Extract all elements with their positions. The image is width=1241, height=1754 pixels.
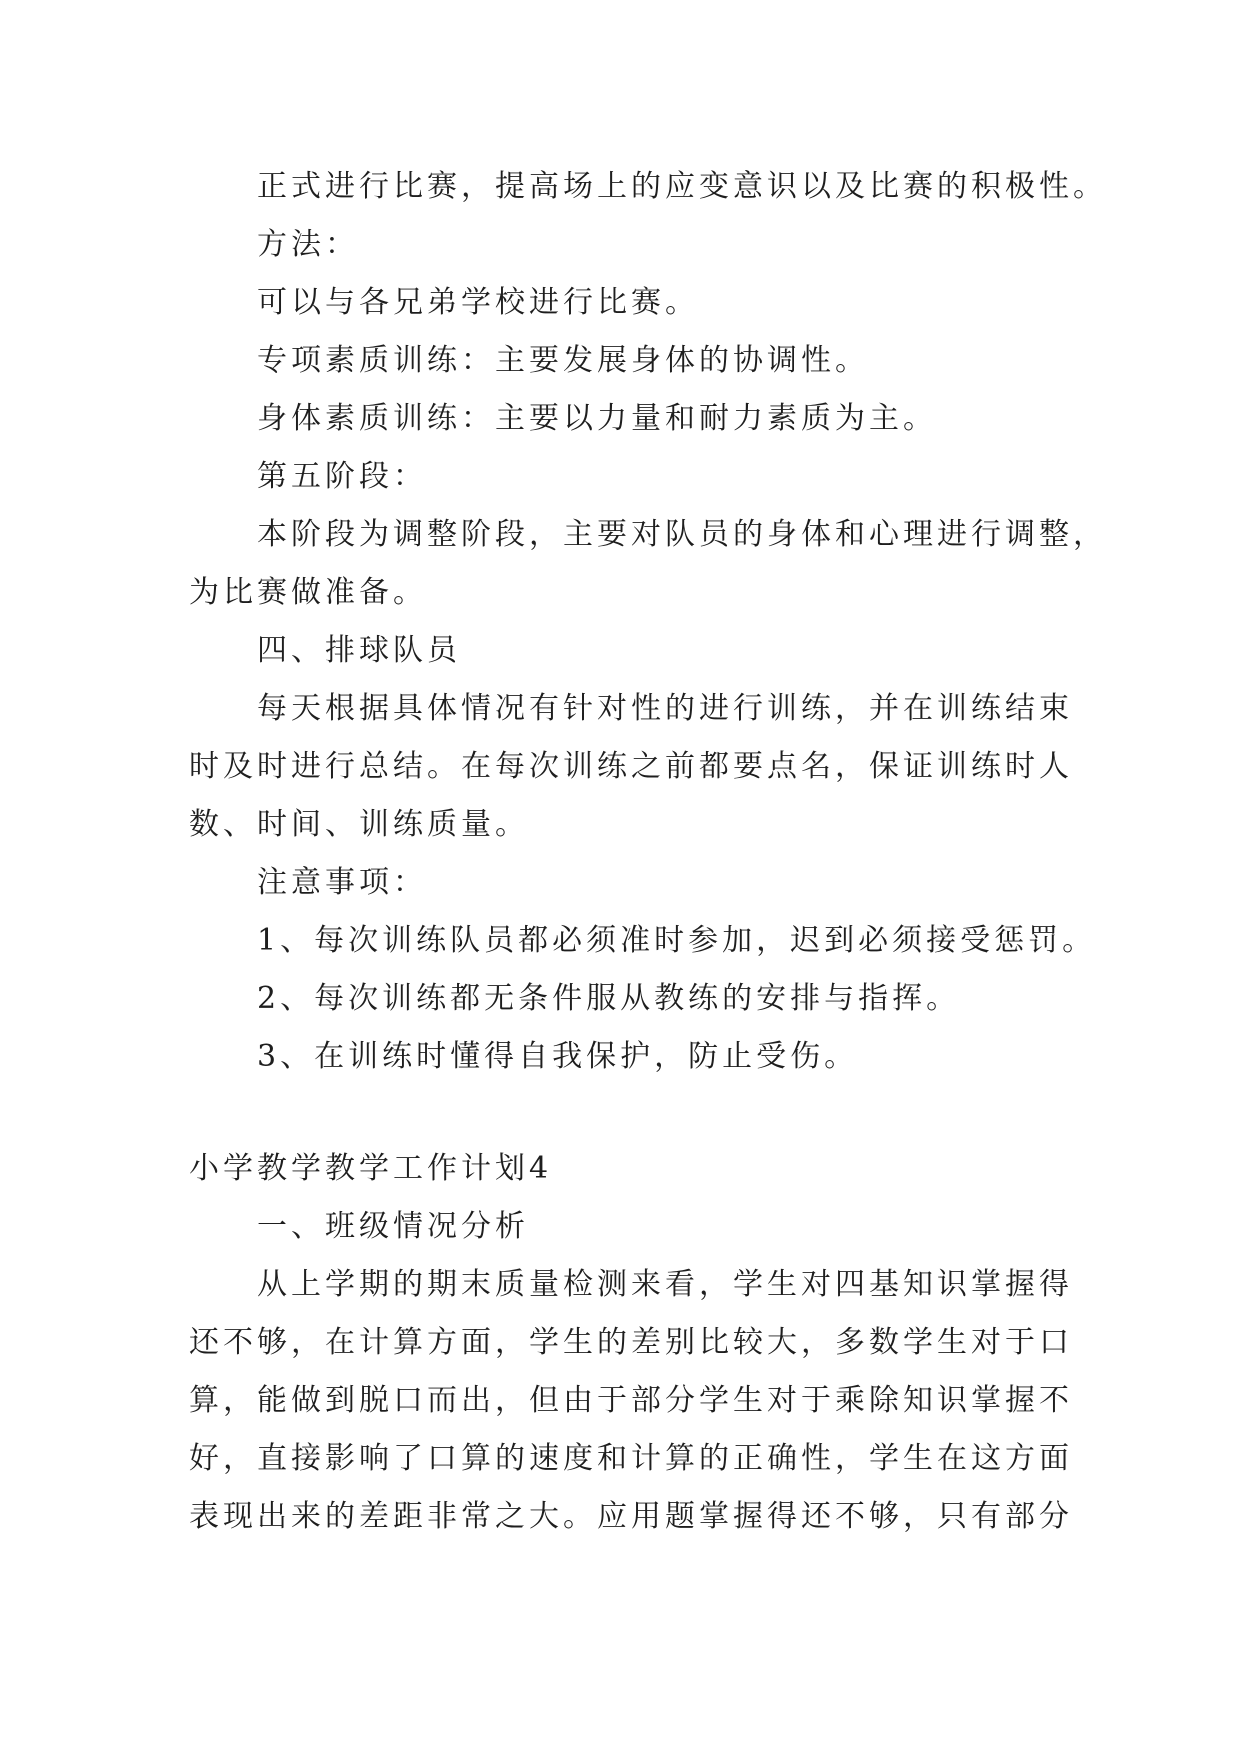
paragraph-line: 方法： [257,227,359,262]
paragraph-line: 可以与各兄弟学校进行比赛。 [257,285,699,320]
paragraph-line: 还不够，在计算方面，学生的差别比较大，多数学生对于口 [189,1325,1073,1360]
paragraph-line: 从上学期的期末质量检测来看，学生对四基知识掌握得 [257,1267,1073,1302]
paragraph-line: 专项素质训练：主要发展身体的协调性。 [257,343,869,378]
list-item: 1、每次训练队员都必须准时参加，迟到必须接受惩罚。 [257,923,1097,958]
paragraph-line: 数、时间、训练质量。 [189,807,529,842]
paragraph-line: 每天根据具体情况有针对性的进行训练，并在训练结束 [257,691,1073,726]
paragraph-line: 算，能做到脱口而出，但由于部分学生对于乘除知识掌握不 [189,1383,1073,1418]
list-item: 3、在训练时懂得自我保护，防止受伤。 [257,1039,859,1074]
paragraph-line: 正式进行比赛，提高场上的应变意识以及比赛的积极性。 [257,169,1107,204]
section-heading: 一、班级情况分析 [257,1209,529,1244]
section-title: 小学教学教学工作计划4 [189,1151,553,1186]
paragraph-line: 时及时进行总结。在每次训练之前都要点名，保证训练时人 [189,749,1073,784]
paragraph-line: 表现出来的差距非常之大。应用题掌握得还不够，只有部分 [189,1499,1073,1534]
paragraph-line: 本阶段为调整阶段，主要对队员的身体和心理进行调整， [257,517,1107,552]
paragraph-line: 身体素质训练：主要以力量和耐力素质为主。 [257,401,937,436]
paragraph-line: 第五阶段： [257,459,427,494]
section-heading: 四、排球队员 [257,633,461,668]
paragraph-line: 好，直接影响了口算的速度和计算的正确性，学生在这方面 [189,1441,1073,1476]
list-item: 2、每次训练都无条件服从教练的安排与指挥。 [257,981,961,1016]
paragraph-line: 注意事项： [257,865,427,900]
paragraph-line: 为比赛做准备。 [189,575,427,610]
